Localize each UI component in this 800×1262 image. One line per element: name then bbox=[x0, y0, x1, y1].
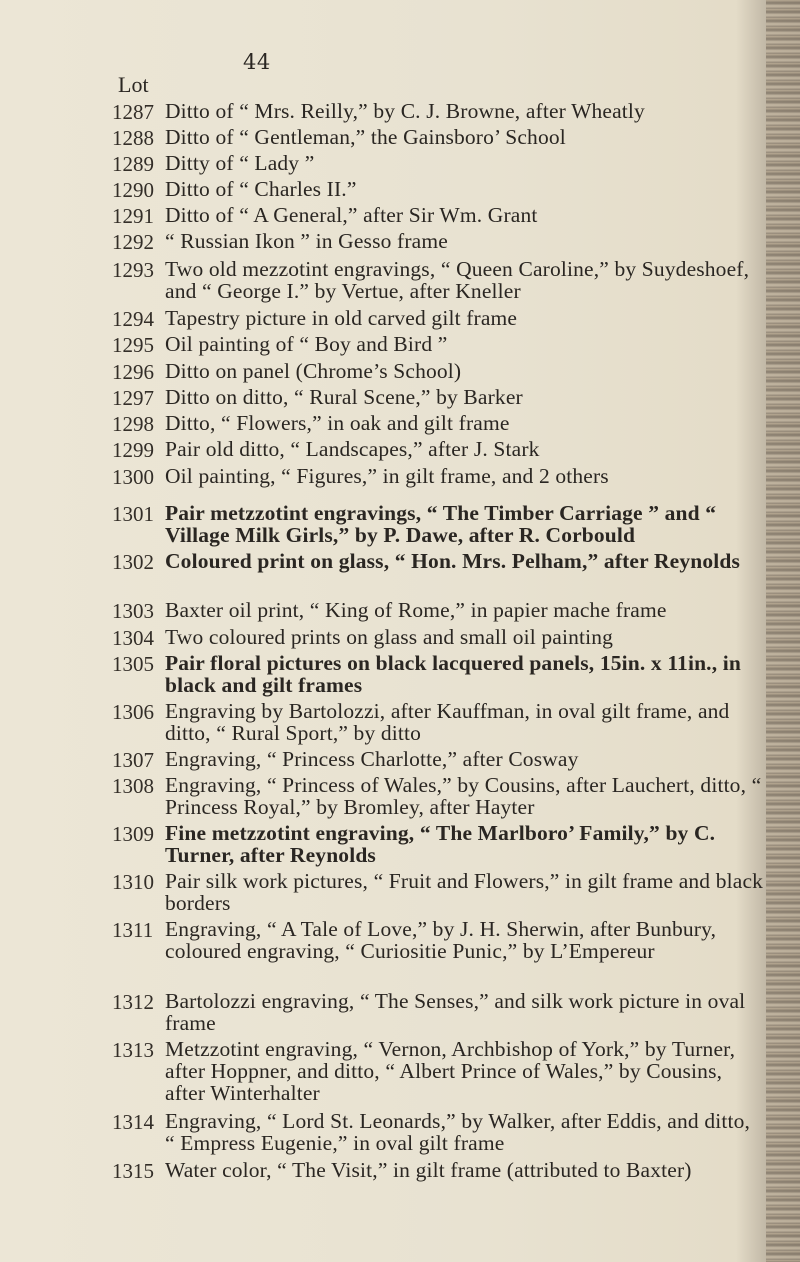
lot-description: Metzzotint engraving, “ Vernon, Archbishop of York,” by Turner, after Hoppner, and ditto, “ Albert Prince of Wales,” by Cousins, after Winterhalter bbox=[165, 1037, 736, 1105]
lot-number: 1298 bbox=[112, 412, 154, 436]
lot-number: 1309 bbox=[112, 822, 154, 846]
lot-description: Fine metzzotint engraving, “ The Marlboro’ Family,” by C. Turner, after Reynolds bbox=[165, 821, 716, 867]
lot-number: 1313 bbox=[112, 1038, 154, 1062]
lot-description: Engraving, “ Princess Charlotte,” after Cosway bbox=[165, 747, 579, 771]
lot-description: Baxter oil print, “ King of Rome,” in papier mache frame bbox=[165, 598, 667, 622]
lot-description: Bartolozzi engraving, “ The Senses,” and silk work picture in oval frame bbox=[165, 989, 746, 1035]
page-number: 44 bbox=[243, 50, 271, 74]
lot-description: Ditto of “ A General,” after Sir Wm. Grant bbox=[165, 203, 538, 227]
lot-column-header: Lot bbox=[118, 72, 149, 97]
lot-number: 1315 bbox=[112, 1159, 154, 1183]
lot-description: Two old mezzotint engravings, “ Queen Caroline,” by Suydeshoef, and “ George I.” by Vertue, after Kneller bbox=[165, 257, 750, 303]
lot-description: Water color, “ The Visit,” in gilt frame (attributed to Baxter) bbox=[165, 1158, 692, 1182]
lot-number: 1307 bbox=[112, 748, 154, 772]
lot-number: 1296 bbox=[112, 360, 154, 384]
lot-description: Pair floral pictures on black lacquered panels, 15in. x 11in., in black and gilt frames bbox=[165, 651, 741, 697]
lot-number: 1293 bbox=[112, 258, 154, 282]
lot-description: Ditto on ditto, “ Rural Scene,” by Barker bbox=[165, 385, 523, 409]
lot-description: Oil painting, “ Figures,” in gilt frame, and 2 others bbox=[165, 464, 609, 488]
lot-description: Engraving by Bartolozzi, after Kauffman, in oval gilt frame, and ditto, “ Rural Sport,” by ditto bbox=[165, 699, 730, 745]
lot-description: Two coloured prints on glass and small oil painting bbox=[165, 625, 614, 649]
lot-number: 1294 bbox=[112, 307, 154, 331]
lot-description: Pair silk work pictures, “ Fruit and Flowers,” in gilt frame and black borders bbox=[165, 869, 764, 915]
lot-description: Ditto of “ Gentleman,” the Gainsboro’ School bbox=[165, 125, 566, 149]
lot-number: 1287 bbox=[112, 100, 154, 124]
lot-number: 1297 bbox=[112, 386, 154, 410]
lot-number: 1292 bbox=[112, 230, 154, 254]
lot-description: Ditto on panel (Chrome’s School) bbox=[165, 359, 462, 383]
lot-description: Ditto of “ Charles II.” bbox=[165, 177, 357, 201]
lot-number: 1299 bbox=[112, 438, 154, 462]
lot-description: Ditty of “ Lady ” bbox=[165, 151, 315, 175]
lot-description: Engraving, “ Princess of Wales,” by Cousins, after Lauchert, ditto, “ Princess Royal,” by Bromley, after Hayter bbox=[165, 773, 762, 819]
lot-description: Engraving, “ Lord St. Leonards,” by Walker, after Eddis, and ditto, “ Empress Eugenie,” in oval gilt frame bbox=[165, 1109, 751, 1155]
lot-description: Ditto, “ Flowers,” in oak and gilt frame bbox=[165, 411, 510, 435]
lot-number: 1306 bbox=[112, 700, 154, 724]
lot-number: 1305 bbox=[112, 652, 154, 676]
lot-number: 1289 bbox=[112, 152, 154, 176]
lot-number: 1314 bbox=[112, 1110, 154, 1134]
lot-description: Oil painting of “ Boy and Bird ” bbox=[165, 332, 448, 356]
lot-number: 1290 bbox=[112, 178, 154, 202]
lot-description: Tapestry picture in old carved gilt frame bbox=[165, 306, 518, 330]
lot-description: Coloured print on glass, “ Hon. Mrs. Pelham,” after Reynolds bbox=[165, 549, 740, 573]
lot-number: 1295 bbox=[112, 333, 154, 357]
lot-number: 1312 bbox=[112, 990, 154, 1014]
lot-number: 1302 bbox=[112, 550, 154, 574]
lot-number: 1301 bbox=[112, 502, 154, 526]
lot-number: 1304 bbox=[112, 626, 154, 650]
lot-description: Pair metzzotint engravings, “ The Timber Carriage ” and “ Village Milk Girls,” by P. Dawe, after R. Corbould bbox=[165, 501, 717, 547]
lot-number: 1311 bbox=[112, 918, 154, 942]
lot-number: 1300 bbox=[112, 465, 154, 489]
lot-number: 1288 bbox=[112, 126, 154, 150]
lot-description: Engraving, “ A Tale of Love,” by J. H. Sherwin, after Bunbury, coloured engraving, “ Curiositie Punic,” by L’Empereur bbox=[165, 917, 717, 963]
lot-number: 1291 bbox=[112, 204, 154, 228]
lot-number: 1310 bbox=[112, 870, 154, 894]
lot-description: Pair old ditto, “ Landscapes,” after J. Stark bbox=[165, 437, 540, 461]
lot-number: 1308 bbox=[112, 774, 154, 798]
page-edge bbox=[766, 0, 800, 1262]
lot-number: 1303 bbox=[112, 599, 154, 623]
lot-description: “ Russian Ikon ” in Gesso frame bbox=[165, 229, 448, 253]
lot-description: Ditto of “ Mrs. Reilly,” by C. J. Browne, after Wheatly bbox=[165, 99, 645, 123]
